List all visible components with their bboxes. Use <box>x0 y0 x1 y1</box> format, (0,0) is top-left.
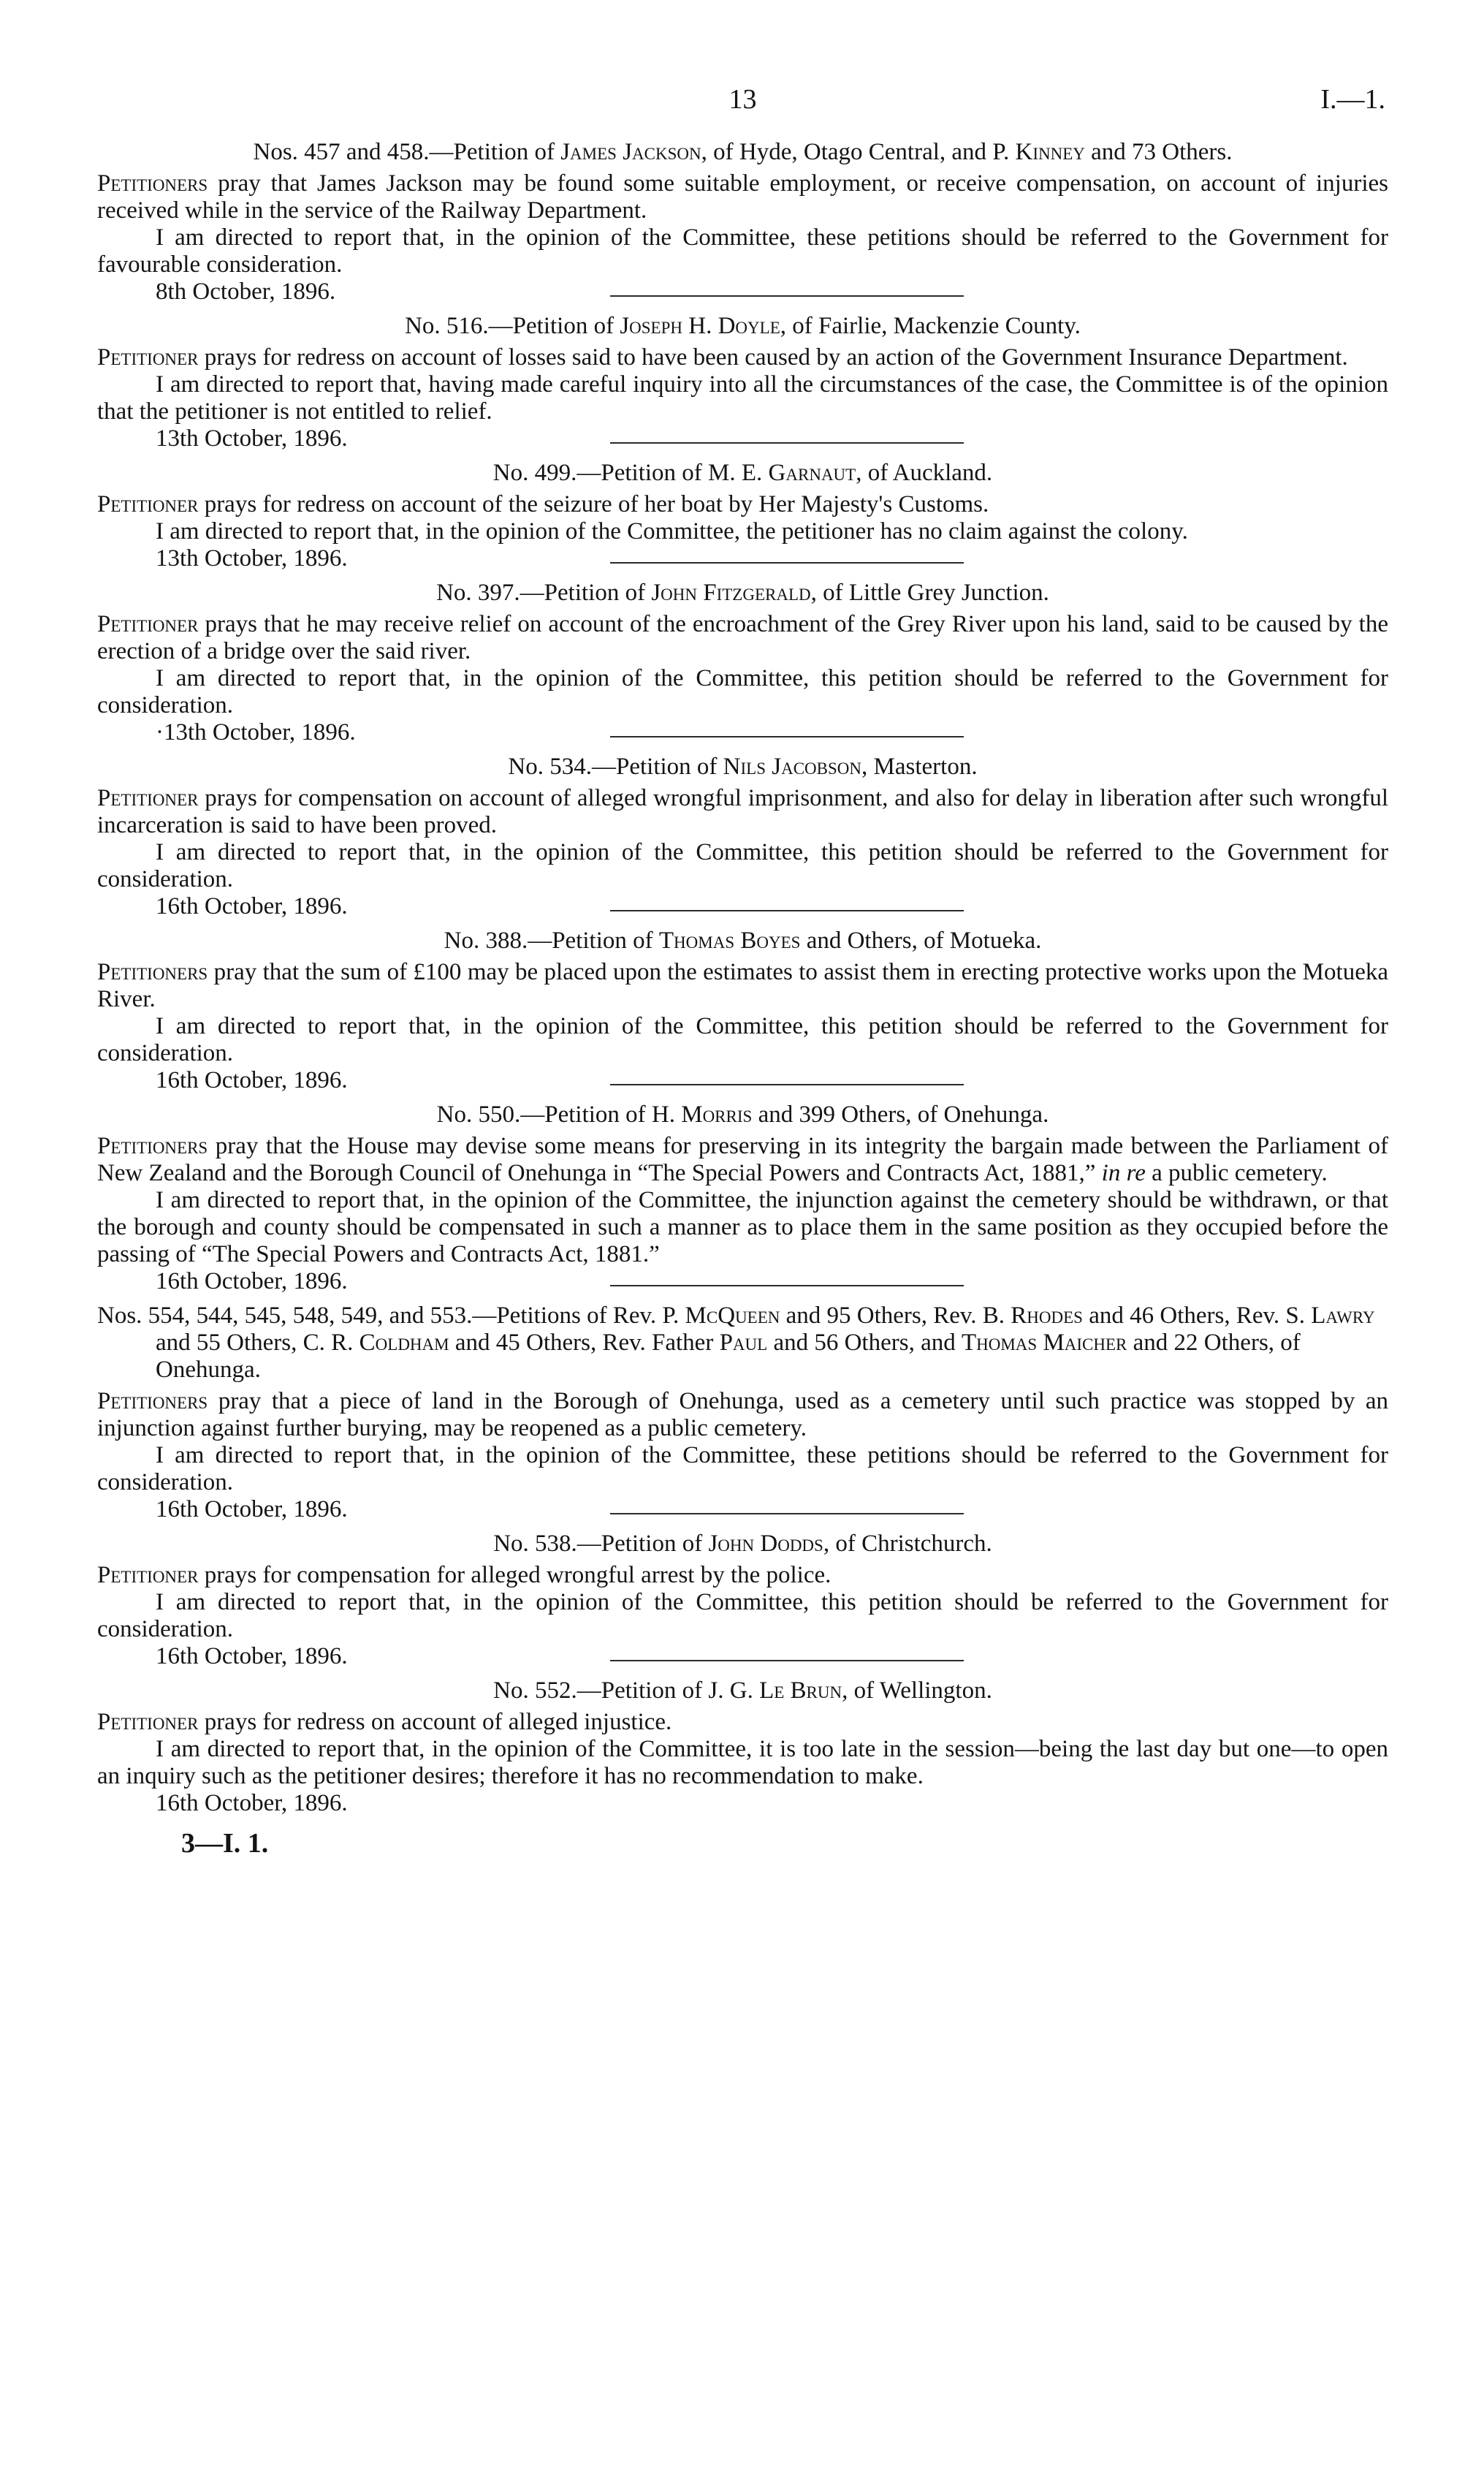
report-date: 16th October, 1896. <box>156 1496 348 1522</box>
report-date: 16th October, 1896. <box>156 1268 348 1294</box>
petitioner-name: John Fitzgerald <box>651 580 811 606</box>
text-run: pray that the House may devise some means for preserving in its integrity the bargain made between the Parliament of New Zealand and the Borough Council of Onehunga in “The Special Powers and Contracts Act, 1881,” <box>97 1133 1388 1186</box>
prayer-text: prays that he may receive relief on account of the encroachment of the Grey River upon his land, said to be caused by the erection of a bridge over the said river. <box>97 611 1388 664</box>
section-divider <box>610 1084 964 1085</box>
petition-prayer <box>97 1562 1388 1589</box>
text-run: , of Christchurch. <box>823 1531 992 1557</box>
petitioner-name: Le Brun <box>759 1677 842 1704</box>
petition-body <box>97 785 1388 893</box>
prayer-text: prays for compensation on account of alleged wrongful imprisonment, and also for delay in liberation after such wrongful incarceration is said to have been proved. <box>97 785 1388 838</box>
petitioner-name: Kinney <box>1015 139 1085 165</box>
prayer-text: prays for redress on account of the seizure of her boat by Her Majesty's Customs. <box>198 491 989 517</box>
petition-body <box>97 1133 1388 1268</box>
section-divider <box>610 1285 964 1286</box>
petition-prayer <box>97 785 1388 839</box>
text-run: No. 397.—Petition of <box>436 580 652 606</box>
committee-report: I am directed to report that, in the opinion of the Committee, it is too late in the session—being the last day but one—to open an inquiry such as the petitioner desires; therefore it has no recommendation to make. <box>97 1736 1388 1789</box>
petition-body <box>97 170 1388 278</box>
section-divider <box>610 1513 964 1514</box>
text-run: No. 499.—Petition of M. E. <box>492 460 769 486</box>
report-date: 16th October, 1896. <box>156 893 348 919</box>
text-run: Nos. 457 and 458.—Petition of <box>253 139 561 165</box>
committee-report: I am directed to report that, in the opinion of the Committee, the petitioner has no claim against the colony. <box>156 518 1188 545</box>
text-run: and 22 Others, of Onehunga. <box>156 1330 1301 1383</box>
petition-entry <box>97 1531 1388 1669</box>
prayer-lead: Petitioners <box>97 1133 208 1159</box>
petitioner-name: Paul <box>719 1330 768 1356</box>
prayer-lead: Petitioners <box>97 1388 208 1414</box>
text-run: , of Hyde, Otago Central, and P. <box>701 139 1016 165</box>
section-divider <box>610 1660 964 1661</box>
petition-body <box>97 491 1388 545</box>
petition-entry <box>97 928 1388 1093</box>
petition-title <box>97 928 1388 955</box>
prayer-lead: Petitioner <box>97 1709 199 1735</box>
petitioner-name: Thomas Maicher <box>961 1330 1127 1356</box>
petitions-list <box>97 139 1388 1817</box>
petitioner-name: McQueen <box>685 1302 780 1329</box>
petition-prayer <box>97 170 1388 224</box>
prayer-text: prays for redress on account of losses said to have been caused by an action of the Government Insurance Department. <box>198 344 1348 371</box>
petitioner-name: Morris <box>681 1101 753 1128</box>
petitioner-name: Thomas Boyes <box>658 928 801 954</box>
report-date: 16th October, 1896. <box>156 1067 348 1093</box>
committee-report: I am directed to report that, in the opinion of the Committee, this petition should be referred to the Government for consideration. <box>97 1013 1388 1066</box>
text-run: No. 516.—Petition of <box>405 313 620 339</box>
committee-report: I am directed to report that, in the opinion of the Committee, the injunction against the cemetery should be withdrawn, or that the borough and county should be compensated in such a manner as to place them in the same position as they occupied before the passing of “The Special Powers and Contracts Act, 1881.” <box>97 1187 1388 1267</box>
petition-title <box>97 1677 1388 1704</box>
petitioner-name: Joseph H. Doyle <box>620 313 780 339</box>
petition-entry <box>97 754 1388 919</box>
petitioner-name: Coldham <box>359 1330 449 1356</box>
prayer-lead: Petitioner <box>97 785 199 811</box>
petition-title <box>97 1302 1388 1384</box>
petitioner-name: James Jackson <box>560 139 701 165</box>
petition-prayer <box>97 1709 1388 1736</box>
petition-prayer <box>97 491 1388 518</box>
text-run: No. 550.—Petition of H. <box>436 1101 682 1128</box>
petition-body <box>97 1709 1388 1790</box>
prayer-text: pray that a piece of land in the Borough of Onehunga, used as a cemetery until such practice was stopped by an injunction against further burying, may be reopened as a public cemetery. <box>97 1388 1388 1441</box>
prayer-text: prays for compensation for alleged wrongful arrest by the police. <box>198 1562 832 1588</box>
text-run: No. 388.—Petition of <box>444 928 659 954</box>
petitioner-name: John Dodds <box>708 1531 823 1557</box>
petition-body <box>97 959 1388 1067</box>
petition-prayer <box>97 1388 1388 1442</box>
text-run: Nos. 554, 544, 545, 548, 549, and 553.—Petitions of Rev. P. <box>97 1302 685 1329</box>
text-run: , of Fairlie, Mackenzie County. <box>780 313 1081 339</box>
text-run: and Others, of Motueka. <box>800 928 1042 954</box>
petition-entry <box>97 313 1388 452</box>
section-divider <box>610 295 964 297</box>
petitioner-name: Nils Jacobson <box>723 754 862 780</box>
petition-body <box>97 1388 1388 1496</box>
prayer-lead: Petitioners <box>97 170 208 197</box>
text-run: a public cemetery. <box>1145 1160 1328 1186</box>
report-date: 16th October, 1896. <box>156 1643 348 1669</box>
petitioner-name: Rhodes <box>1011 1302 1083 1329</box>
prayer-lead: Petitioner <box>97 611 199 637</box>
text-run: and 56 Others, and <box>767 1330 962 1356</box>
petition-body <box>97 1562 1388 1643</box>
report-date: 16th October, 1896. <box>156 1790 348 1816</box>
petition-entry <box>97 460 1388 572</box>
section-divider <box>610 910 964 911</box>
text-run: and 55 Others, C. R. <box>156 1330 359 1356</box>
prayer-text: pray that the sum of £100 may be placed upon the estimates to assist them in erecting protective works upon the Motueka River. <box>97 959 1388 1012</box>
petition-prayer <box>97 959 1388 1013</box>
text-run: and 399 Others, of Onehunga. <box>752 1101 1049 1128</box>
committee-report: I am directed to report that, in the opinion of the Committee, this petition should be referred to the Government for consideration. <box>97 1589 1388 1642</box>
text-run: , Masterton. <box>861 754 978 780</box>
petition-title <box>97 580 1388 607</box>
italic-phrase: in re <box>1101 1160 1146 1186</box>
report-date: 13th October, 1896. <box>156 425 348 452</box>
petition-entry <box>97 1677 1388 1817</box>
text-run: and 73 Others. <box>1084 139 1233 165</box>
petitioner-name: Garnaut <box>768 460 856 486</box>
petitioner-name: Lawry <box>1311 1302 1375 1329</box>
text-run: , of Little Grey Junction. <box>810 580 1049 606</box>
report-date: 13th October, 1896. <box>156 545 348 572</box>
petition-entry <box>97 1101 1388 1294</box>
text-run: , of Auckland. <box>856 460 993 486</box>
text-run: No. 538.—Petition of <box>493 1531 709 1557</box>
page-header <box>97 76 1388 139</box>
petition-entry <box>97 1302 1388 1522</box>
petition-title <box>97 1101 1388 1129</box>
committee-report: I am directed to report that, in the opinion of the Committee, these petitions should be referred to the Government for favourable consideration. <box>97 224 1388 278</box>
prayer-text: pray that James Jackson may be found some suitable employment, or receive compensation, on account of injuries received while in the service of the Railway Department. <box>97 170 1388 224</box>
section-divider <box>610 442 964 444</box>
text-run: and 95 Others, Rev. B. <box>780 1302 1011 1329</box>
section-divider <box>610 562 964 564</box>
prayer-lead: Petitioner <box>97 344 199 371</box>
committee-report: I am directed to report that, having made careful inquiry into all the circumstances of the case, the Committee is of the opinion that the petitioner is not entitled to relief. <box>97 371 1388 425</box>
signature-mark: 3—I. 1. <box>181 1828 269 1859</box>
text-run: and 45 Others, Rev. Father <box>449 1330 720 1356</box>
text-run: and 46 Others, Rev. S. <box>1082 1302 1312 1329</box>
petition-body <box>97 611 1388 719</box>
petition-prayer <box>97 611 1388 665</box>
prayer-lead: Petitioner <box>97 491 199 517</box>
petition-prayer <box>97 344 1388 371</box>
prayer-lead: Petitioner <box>97 1562 199 1588</box>
prayer-text: prays for redress on account of alleged injustice. <box>198 1709 672 1735</box>
petition-entry <box>97 580 1388 746</box>
petition-title <box>97 313 1388 340</box>
petition-title <box>97 1531 1388 1558</box>
text-run: No. 552.—Petition of J. G. <box>493 1677 760 1704</box>
petition-prayer <box>97 1133 1388 1187</box>
committee-report: I am directed to report that, in the opinion of the Committee, this petition should be referred to the Government for consideration. <box>97 665 1388 718</box>
petition-title <box>97 754 1388 781</box>
prayer-lead: Petitioners <box>97 959 208 985</box>
petition-title <box>97 139 1388 166</box>
text-run: No. 534.—Petition of <box>508 754 723 780</box>
committee-report: I am directed to report that, in the opinion of the Committee, these petitions should be referred to the Government for consideration. <box>97 1442 1388 1495</box>
series-code: I.—1. <box>1320 84 1385 115</box>
committee-report: I am directed to report that, in the opinion of the Committee, this petition should be referred to the Government for consideration. <box>97 839 1388 892</box>
text-run: , of Wellington. <box>842 1677 992 1704</box>
page-number: 13 <box>728 84 757 115</box>
section-divider <box>610 736 964 737</box>
petition-entry <box>97 139 1388 305</box>
report-date: 8th October, 1896. <box>156 278 336 305</box>
petition-title <box>97 460 1388 487</box>
petition-body <box>97 344 1388 425</box>
report-date: ·13th October, 1896. <box>156 719 356 746</box>
